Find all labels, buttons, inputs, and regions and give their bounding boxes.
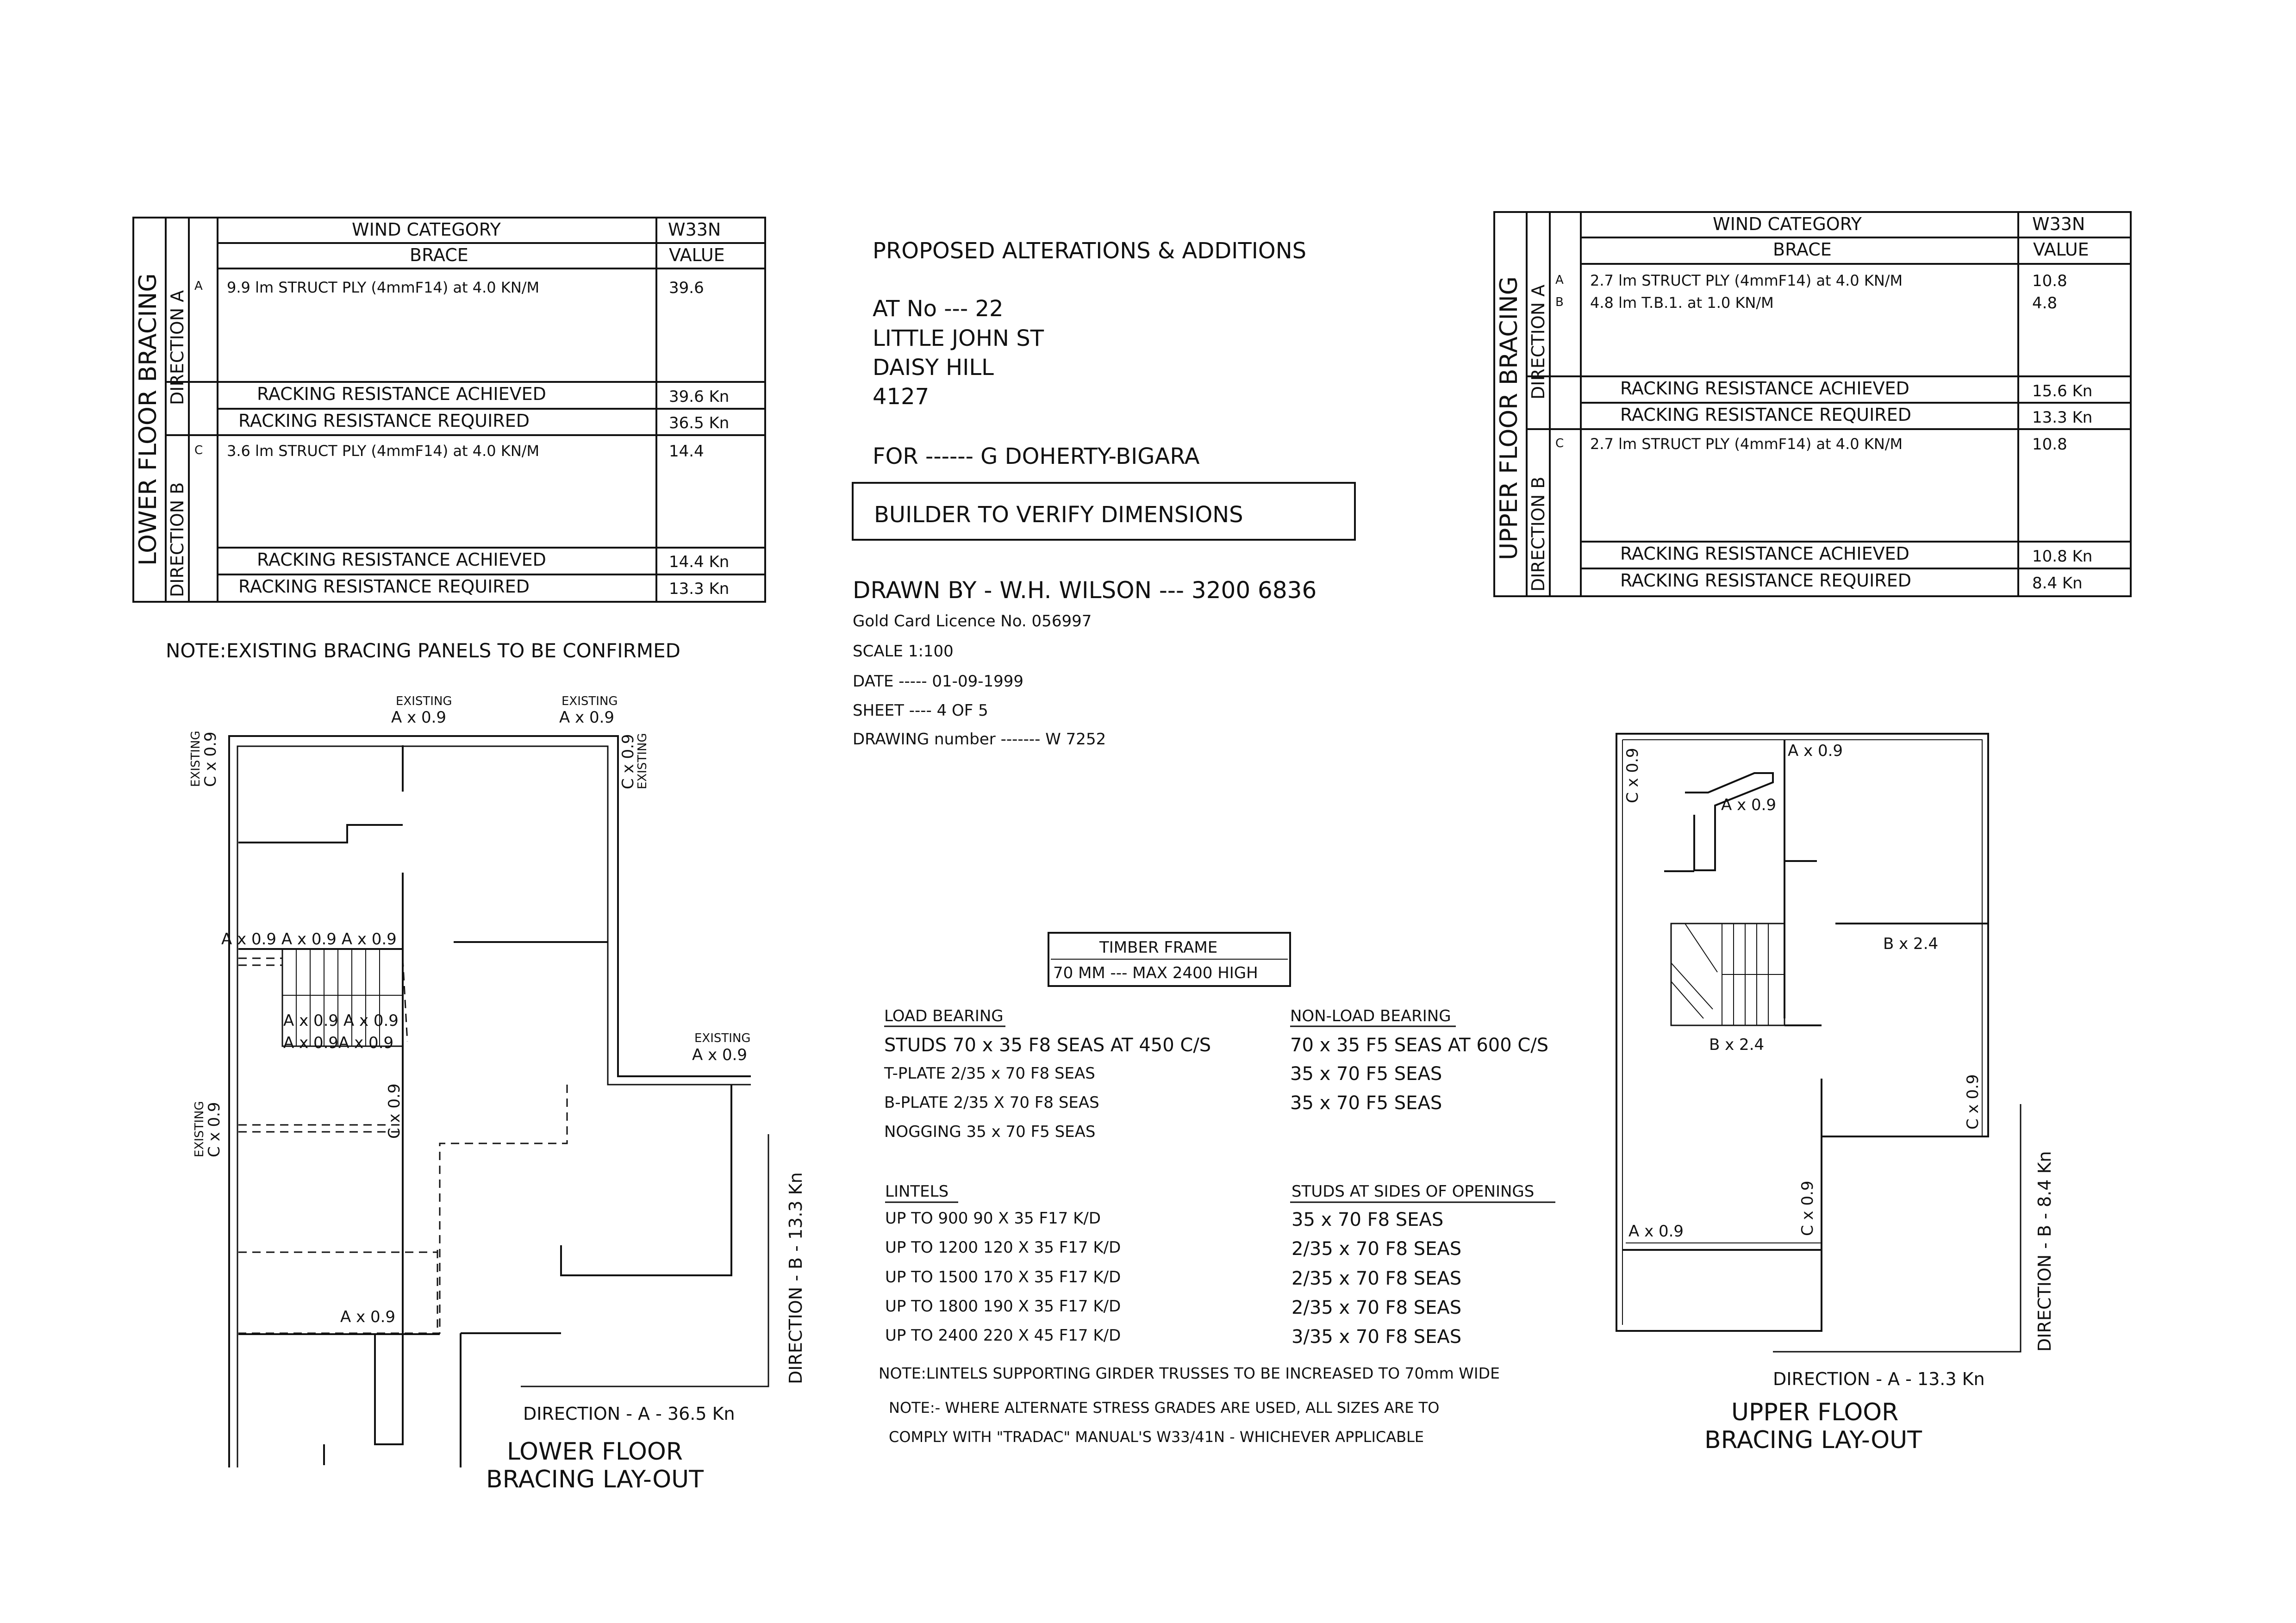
upper-plan-brace-label: C x 0.9: [1798, 1180, 1817, 1236]
load-bearing-row: NOGGING 35 x 70 F5 SEAS: [884, 1123, 1096, 1141]
lower-plan-brace-label: C x 0.9: [205, 1102, 224, 1157]
upper-table-row-a-letter: A: [1555, 273, 1564, 287]
lower-floor-plan: [229, 736, 768, 1467]
non-load-bearing-row: 35 x 70 F5 SEAS: [1290, 1092, 1442, 1114]
upper-table-row-b: 4.8 lm T.B.1. at 1.0 KN/M: [1590, 294, 1774, 312]
timber-frame-title: TIMBER FRAME: [1099, 938, 1218, 957]
upper-table-brace-header: BRACE: [1773, 239, 1832, 260]
load-bearing-row: T-PLATE 2/35 x 70 F8 SEAS: [884, 1064, 1095, 1083]
lower-table-grid: [133, 218, 765, 602]
lower-plan-existing-label: EXISTING: [189, 730, 203, 787]
upper-table-value-header: VALUE: [2033, 239, 2089, 260]
lintel-row: UP TO 2400 220 X 45 F17 K/D: [885, 1326, 1121, 1345]
lower-table-direction-a: DIRECTION A: [167, 290, 187, 405]
load-bearing-row: B-PLATE 2/35 X 70 F8 SEAS: [884, 1093, 1099, 1112]
lower-plan-brace-label: A x 0.9: [391, 708, 447, 727]
upper-table-row-c-value: 10.8: [2032, 435, 2067, 454]
upper-plan-direction-a: DIRECTION - A - 13.3 Kn: [1773, 1369, 1985, 1389]
lintels-note: NOTE:LINTELS SUPPORTING GIRDER TRUSSES TO BE INCREASED TO 70mm WIDE: [879, 1364, 1500, 1382]
lower-plan-existing-label: EXISTING: [193, 1101, 206, 1157]
client-line: FOR ------ G DOHERTY-BIGARA: [873, 443, 1200, 469]
upper-table-b-required-value: 8.4 Kn: [2032, 574, 2083, 593]
lower-table-brace-header: BRACE: [410, 245, 468, 265]
studs-openings-heading: STUDS AT SIDES OF OPENINGS: [1292, 1182, 1535, 1201]
non-load-bearing-row: 70 x 35 F5 SEAS AT 600 C/S: [1290, 1035, 1549, 1056]
lower-plan-stair-labels: A x 0.9 A x 0.9: [283, 1011, 399, 1030]
lower-plan-existing-label: EXISTING: [396, 694, 452, 708]
upper-table-a-achieved: RACKING RESISTANCE ACHIEVED: [1620, 378, 1909, 399]
lower-plan-brace-label: A x 0.9: [559, 708, 615, 727]
upper-table-a-achieved-value: 15.6 Kn: [2032, 382, 2093, 400]
upper-table-row-c: 2.7 lm STRUCT PLY (4mmF14) at 4.0 KN/M: [1590, 435, 1903, 453]
lower-plan-stair-labels: A x 0.9A x 0.9: [283, 1034, 394, 1052]
address-line-4: 4127: [873, 384, 930, 410]
licence-number: Gold Card Licence No. 056997: [853, 612, 1092, 630]
studs-openings-row: 35 x 70 F8 SEAS: [1292, 1209, 1444, 1230]
upper-plan-brace-label: A x 0.9: [1721, 796, 1777, 814]
non-load-bearing-row: 35 x 70 F5 SEAS: [1290, 1063, 1442, 1085]
builder-note: BUILDER TO VERIFY DIMENSIONS: [874, 502, 1243, 528]
drawing-number: DRAWING number ------- W 7252: [853, 730, 1106, 749]
drawn-by: DRAWN BY - W.H. WILSON --- 3200 6836: [853, 577, 1317, 604]
address-line-2: LITTLE JOHN ST: [873, 325, 1044, 351]
upper-table-row-b-value: 4.8: [2032, 294, 2058, 312]
upper-plan-title: UPPER FLOOR: [1731, 1398, 1899, 1426]
upper-table-b-achieved: RACKING RESISTANCE ACHIEVED: [1620, 543, 1909, 564]
scale: SCALE 1:100: [853, 642, 954, 661]
lower-table-a-required-value: 36.5 Kn: [669, 414, 730, 432]
studs-openings-row: 3/35 x 70 F8 SEAS: [1292, 1326, 1462, 1348]
lower-table-row-a-letter: A: [194, 279, 203, 293]
lower-plan-brace-label: A x 0.9: [340, 1308, 396, 1326]
upper-plan-brace-label: B x 2.4: [1709, 1036, 1765, 1054]
lower-table-a-required: RACKING RESISTANCE REQUIRED: [238, 411, 530, 431]
lower-table-b-required: RACKING RESISTANCE REQUIRED: [238, 576, 530, 597]
upper-plan-brace-label: A x 0.9: [1628, 1222, 1684, 1241]
upper-table-wind-value: W33N: [2032, 214, 2085, 234]
lower-plan-brace-label: C x 0.9: [385, 1083, 404, 1139]
lintel-row: UP TO 1500 170 X 35 F17 K/D: [885, 1268, 1121, 1286]
stress-note-line-2: COMPLY WITH "TRADAC" MANUAL'S W33/41N - WHICHEVER APPLICABLE: [889, 1428, 1424, 1446]
lower-plan-direction-b: DIRECTION - B - 13.3 Kn: [786, 1172, 806, 1384]
studs-openings-row: 2/35 x 70 F8 SEAS: [1292, 1268, 1462, 1289]
lower-table-row-a-value: 39.6: [669, 279, 704, 297]
lower-plan-brace-label: A x 0.9: [692, 1046, 748, 1064]
lower-plan-stair-labels: A x 0.9 A x 0.9 A x 0.9: [221, 930, 397, 949]
lower-table-value-header: VALUE: [669, 245, 725, 265]
lower-table-a-achieved: RACKING RESISTANCE ACHIEVED: [257, 384, 546, 404]
upper-plan-direction-b: DIRECTION - B - 8.4 Kn: [2034, 1151, 2055, 1352]
date: DATE ----- 01-09-1999: [853, 672, 1024, 691]
lower-table-a-achieved-value: 39.6 Kn: [669, 387, 730, 406]
upper-table-grid: [1494, 212, 2131, 596]
timber-frame-subtitle: 70 MM --- MAX 2400 HIGH: [1053, 964, 1258, 982]
upper-table-direction-a: DIRECTION A: [1528, 284, 1548, 400]
upper-table-wind-category: WIND CATEGORY: [1713, 214, 1862, 234]
upper-table-direction-b: DIRECTION B: [1528, 476, 1548, 592]
lower-table-row-c-value: 14.4: [669, 442, 704, 461]
studs-openings-row: 2/35 x 70 F8 SEAS: [1292, 1238, 1462, 1260]
lower-plan-brace-label: C x 0.9: [201, 731, 220, 787]
lower-plan-existing-label: EXISTING: [636, 733, 649, 789]
lower-plan-existing-label: EXISTING: [562, 694, 618, 708]
load-bearing-heading: LOAD BEARING: [884, 1007, 1004, 1025]
lower-plan-subtitle: BRACING LAY-OUT: [486, 1466, 704, 1493]
lower-table-direction-b: DIRECTION B: [167, 482, 187, 597]
lower-table-b-required-value: 13.3 Kn: [669, 580, 730, 598]
lower-plan-direction-a: DIRECTION - A - 36.5 Kn: [523, 1404, 735, 1424]
upper-plan-brace-label: C x 0.9: [1623, 748, 1642, 803]
project-heading: PROPOSED ALTERATIONS & ADDITIONS: [873, 238, 1307, 264]
lower-plan-title: LOWER FLOOR: [507, 1438, 683, 1466]
existing-bracing-note: NOTE:EXISTING BRACING PANELS TO BE CONFIRMED: [166, 639, 680, 662]
lower-plan-brace-label: C x 0.9: [619, 734, 637, 789]
lower-plan-existing-label: EXISTING: [694, 1031, 751, 1045]
upper-table-row-c-letter: C: [1555, 437, 1564, 450]
upper-table-side-title: UPPER FLOOR BRACING: [1495, 276, 1523, 560]
upper-plan-brace-label: C x 0.9: [1964, 1074, 1982, 1130]
lower-table-wind-category: WIND CATEGORY: [352, 219, 501, 240]
lintel-row: UP TO 1200 120 X 35 F17 K/D: [885, 1238, 1121, 1257]
address-line-3: DAISY HILL: [873, 355, 994, 381]
upper-plan-subtitle: BRACING LAY-OUT: [1704, 1426, 1922, 1454]
upper-table-b-required: RACKING RESISTANCE REQUIRED: [1620, 570, 1911, 591]
lower-table-wind-value: W33N: [668, 219, 721, 240]
lower-table-b-achieved-value: 14.4 Kn: [669, 553, 730, 571]
upper-table-a-required-value: 13.3 Kn: [2032, 408, 2093, 427]
upper-table-row-b-letter: B: [1555, 295, 1564, 309]
stress-note-line-1: NOTE:- WHERE ALTERNATE STRESS GRADES ARE USED, ALL SIZES ARE TO: [889, 1399, 1440, 1417]
sheet: SHEET ---- 4 OF 5: [853, 701, 988, 720]
upper-plan-brace-label: B x 2.4: [1883, 935, 1939, 953]
load-bearing-row: STUDS 70 x 35 F8 SEAS AT 450 C/S: [884, 1035, 1211, 1056]
lower-table-row-c-letter: C: [194, 443, 203, 457]
non-load-bearing-heading: NON-LOAD BEARING: [1290, 1007, 1451, 1025]
lintels-heading: LINTELS: [885, 1182, 949, 1201]
lower-table-row-a: 9.9 lm STRUCT PLY (4mmF14) at 4.0 KN/M: [227, 279, 540, 296]
upper-table-b-achieved-value: 10.8 Kn: [2032, 547, 2093, 566]
studs-openings-row: 2/35 x 70 F8 SEAS: [1292, 1297, 1462, 1318]
lintel-row: UP TO 1800 190 X 35 F17 K/D: [885, 1297, 1121, 1316]
upper-table-row-a-value: 10.8: [2032, 272, 2067, 290]
upper-floor-plan: [1616, 734, 2021, 1352]
upper-table-row-a: 2.7 lm STRUCT PLY (4mmF14) at 4.0 KN/M: [1590, 272, 1903, 289]
upper-plan-brace-label: A x 0.9: [1788, 742, 1843, 760]
address-line-1: AT No --- 22: [873, 296, 1004, 322]
lower-table-row-c: 3.6 lm STRUCT PLY (4mmF14) at 4.0 KN/M: [227, 442, 540, 460]
lower-table-side-title: LOWER FLOOR BRACING: [134, 273, 162, 566]
lower-table-b-achieved: RACKING RESISTANCE ACHIEVED: [257, 549, 546, 570]
lintel-row: UP TO 900 90 X 35 F17 K/D: [885, 1209, 1101, 1228]
upper-table-a-required: RACKING RESISTANCE REQUIRED: [1620, 405, 1911, 425]
